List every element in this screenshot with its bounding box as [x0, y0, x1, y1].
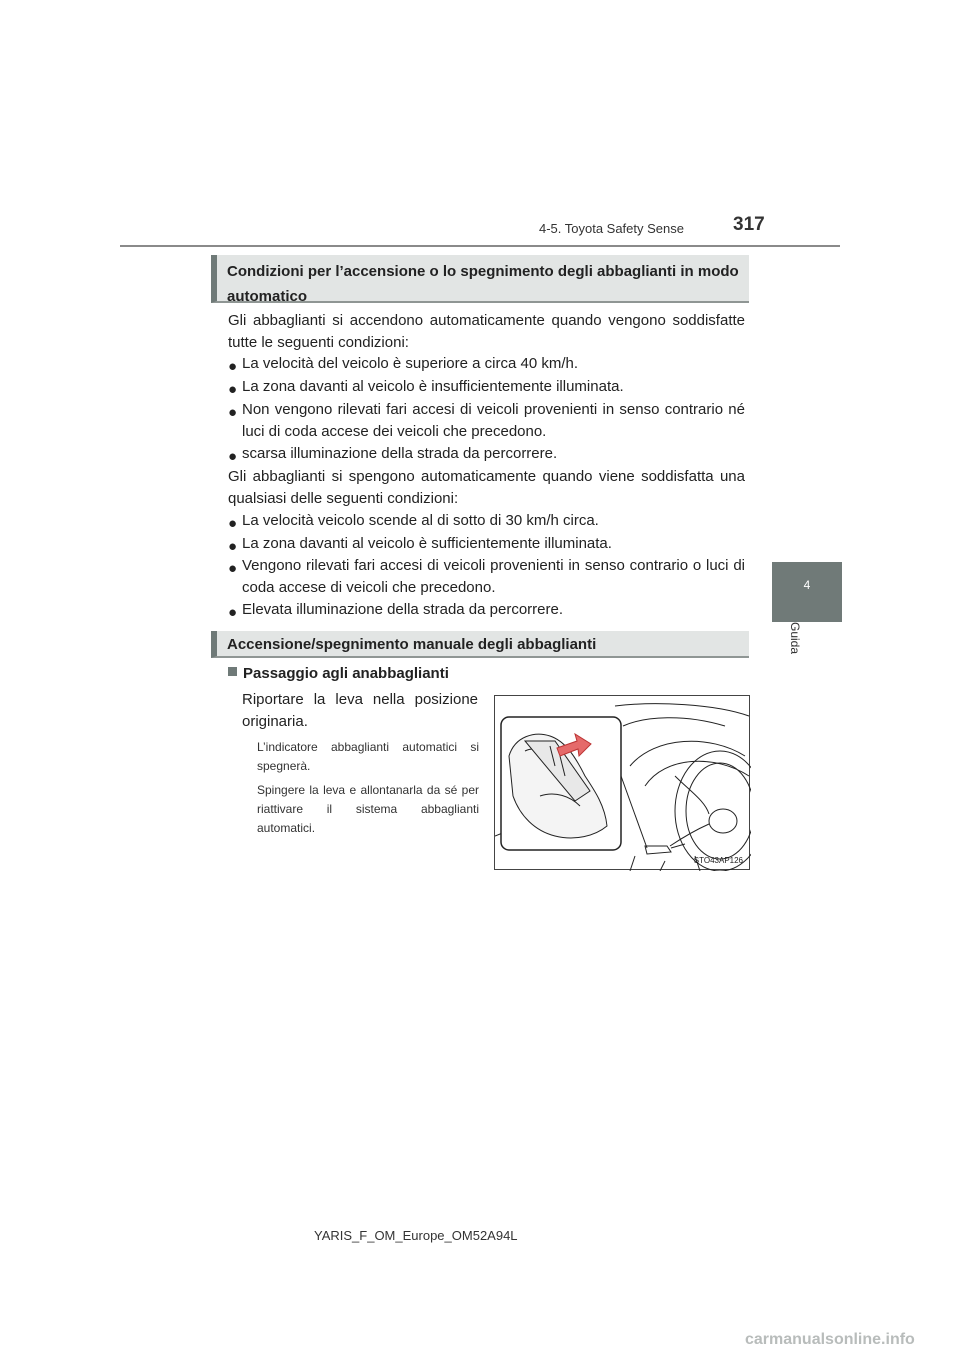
step-text: Riportare la leva nella posizione originaria.: [242, 691, 478, 730]
header-divider: [120, 245, 840, 247]
list-item: ● scarsa illuminazione della strada da percorrere.: [228, 443, 745, 465]
bullet-icon: ●: [228, 448, 238, 465]
chapter-tab: [772, 562, 842, 622]
intro-off-text: Gli abbaglianti si spengono automaticamente quando viene soddisfatta una qualsiasi delle seguenti condizioni:: [228, 468, 745, 507]
list-item: ● Elevata illuminazione della strada da percorrere.: [228, 599, 745, 621]
square-bullet-icon: [228, 667, 237, 676]
list-item: ● Non vengono rilevati fari accesi di veicoli provenienti in senso contrario né luci di coda accese dei veicoli che precedono.: [228, 401, 745, 440]
figure-code: STO43AP126: [693, 856, 743, 865]
page-number: 317: [733, 214, 765, 235]
section-title-manual: Accensione/spegnimento manuale degli abbaglianti: [211, 631, 749, 658]
header-section-title: 4-5. Toyota Safety Sense: [538, 221, 684, 236]
document-code: YARIS_F_OM_Europe_OM52A94L: [314, 1228, 518, 1243]
bullet-icon: ●: [228, 560, 238, 577]
chapter-number: 4: [803, 578, 811, 592]
steering-lever-drawing: [495, 696, 751, 871]
section-title-conditions: Condizioni per l’accensione o lo spegnimento degli abbaglianti in modo automatico: [211, 255, 749, 303]
note-reactivate: Spingere la leva e allontanarla da sé per riattivare il sistema abbaglianti automatici.: [257, 783, 479, 835]
chapter-label: Guida: [788, 622, 802, 655]
list-item: ● La zona davanti al veicolo è sufficientemente illuminata.: [228, 533, 745, 555]
bullet-icon: ●: [228, 604, 238, 621]
intro-on-text: Gli abbaglianti si accendono automaticamente quando vengono soddisfatte tutte le seguenti condizioni:: [228, 312, 745, 351]
note-indicator-off: L’indicatore abbaglianti automatici si spegnerà.: [257, 740, 479, 773]
list-item: ● La velocità veicolo scende al di sotto di 30 km/h circa.: [228, 510, 745, 532]
list-item: ● La velocità del veicolo è superiore a circa 40 km/h.: [228, 353, 745, 375]
watermark: carmanualsonline.info: [745, 1331, 915, 1348]
bullet-icon: ●: [228, 515, 238, 532]
bullet-icon: ●: [228, 404, 238, 421]
bullet-icon: ●: [228, 381, 238, 398]
subheading-low-beam: Passaggio agli anabbaglianti: [228, 665, 449, 682]
list-item: ● La zona davanti al veicolo è insufficientemente illuminata.: [228, 376, 745, 398]
bullet-icon: ●: [228, 538, 238, 555]
list-item: ● Vengono rilevati fari accesi di veicoli provenienti in senso contrario o luci di coda accese di veicoli che precedono.: [228, 557, 745, 596]
bullet-icon: ●: [228, 358, 238, 375]
lever-illustration: [494, 695, 750, 870]
